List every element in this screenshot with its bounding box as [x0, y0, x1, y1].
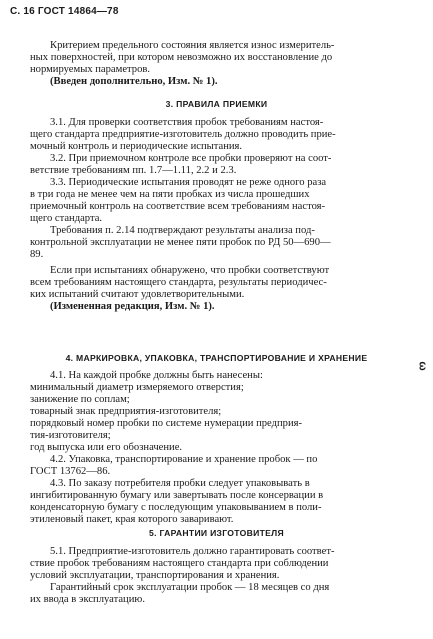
paragraph-5-1 [30, 546, 408, 582]
text-line: 4.3. По заказу потребителя пробки следует упаковывать в [50, 478, 310, 489]
intro-paragraph [30, 40, 408, 88]
section-5-heading: 5. ГАРАНТИИ ИЗГОТОВИТЕЛЯ [149, 528, 284, 538]
text-line: этиленовый пакет, края которого заваривают. [30, 514, 234, 525]
paragraph-3-3-results [30, 265, 408, 313]
section-4-body [30, 370, 408, 526]
text-line: ингибитированную бумагу или завертывать после консервации в [30, 490, 324, 501]
paragraph-3-1 [30, 117, 408, 153]
text-line: 4.1. На каждой пробке должны быть нанесены: [50, 370, 263, 381]
section-3-body [30, 117, 408, 313]
text-line: 5.1. Предприятие-изготовитель должно гарантировать соответ- [50, 546, 335, 557]
text-line: товарный знак предприятия-изготовителя; [30, 406, 222, 417]
text-line: в три года не менее чем на пяти пробках из числа прошедших [30, 189, 310, 200]
text-line: 3.2. При приемочном контроле все пробки проверяют на соот- [50, 153, 332, 164]
paragraph-3-2 [30, 153, 408, 177]
margin-mark: ω [416, 361, 429, 371]
text-line: ких испытаний считают удовлетворительными. [30, 289, 245, 300]
text-line: ных поверхностей, при котором невозможно их восстановление до [30, 52, 333, 63]
text-line: ветствие требованиям пп. 1.7—1.11, 2.2 и 2.3. [30, 165, 237, 176]
text-line: 89. [30, 249, 44, 260]
paragraph-4-1 [30, 370, 408, 454]
text-line: условий эксплуатации, транспортирования и хранения. [30, 570, 280, 581]
text-line: ГОСТ 13762—86. [30, 466, 111, 477]
text-line: мочный контроль и периодические испытания. [30, 141, 243, 152]
paragraph-3-3-requirements [30, 225, 408, 261]
page-header: С. 16 ГОСТ 14864—78 [10, 6, 119, 17]
text-line: щего стандарта. [30, 213, 103, 224]
text-line: тия-изготовителя; [30, 430, 111, 441]
text-line: минимальный диаметр измеряемого отверстия; [30, 382, 244, 393]
section-4-heading: 4. МАРКИРОВКА, УПАКОВКА, ТРАНСПОРТИРОВАНИЕ И ХРАНЕНИЕ [65, 353, 368, 363]
text-line: всем требованиям настоящего стандарта, результаты периодичес- [30, 277, 327, 288]
paragraph-4-3 [30, 478, 408, 526]
paragraph-5-warranty [30, 582, 408, 606]
text-line: 4.2. Упаковка, транспортирование и хранение пробок — по [50, 454, 318, 465]
text-line: контрольной эксплуатации не менее пяти пробок по РД 50—690— [30, 237, 331, 248]
paragraph-3-3 [30, 177, 408, 225]
text-line: Гарантийный срок эксплуатации пробок — 18 месяцев со дня [50, 582, 330, 593]
text-line: нормируемых параметров. [30, 64, 151, 75]
text-line: 3.3. Периодические испытания проводят не реже одного раза [50, 177, 327, 188]
section-3-heading: 3. ПРАВИЛА ПРИЕМКИ [165, 99, 268, 109]
text-line: конденсаторную бумагу с последующим упаковыванием в поли- [30, 502, 322, 513]
paragraph-4-2 [30, 454, 408, 478]
text-line: 3.1. Для проверки соответствия пробок требованиям настоя- [50, 117, 324, 128]
text-line: Требования п. 2.14 подтверждают результаты анализа под- [50, 225, 315, 236]
text-line: порядковый номер пробки по системе нумерации предприя- [30, 418, 303, 429]
amendment-note: (Измененная редакция, Изм. № 1). [50, 301, 215, 312]
amendment-note: (Введен дополнительно, Изм. № 1). [50, 76, 218, 87]
text-line: Если при испытаниях обнаружено, что пробки соответствуют [50, 265, 330, 276]
text-line: Критерием предельного состояния является износ измеритель- [50, 40, 335, 51]
text-line: год выпуска или его обозначение. [30, 442, 183, 453]
text-line: занижение по соплам; [30, 394, 130, 405]
text-line: щего стандарта предприятие-изготовитель должно проводить прие- [30, 129, 336, 140]
text-line: их ввода в эксплуатацию. [30, 594, 145, 605]
section-5-body [30, 546, 408, 606]
text-line: ствие пробок требованиям настоящего стандарта при соблюдении [30, 558, 329, 569]
text-line: приемочный контроль на соответствие всем требованиям настоя- [30, 201, 326, 212]
